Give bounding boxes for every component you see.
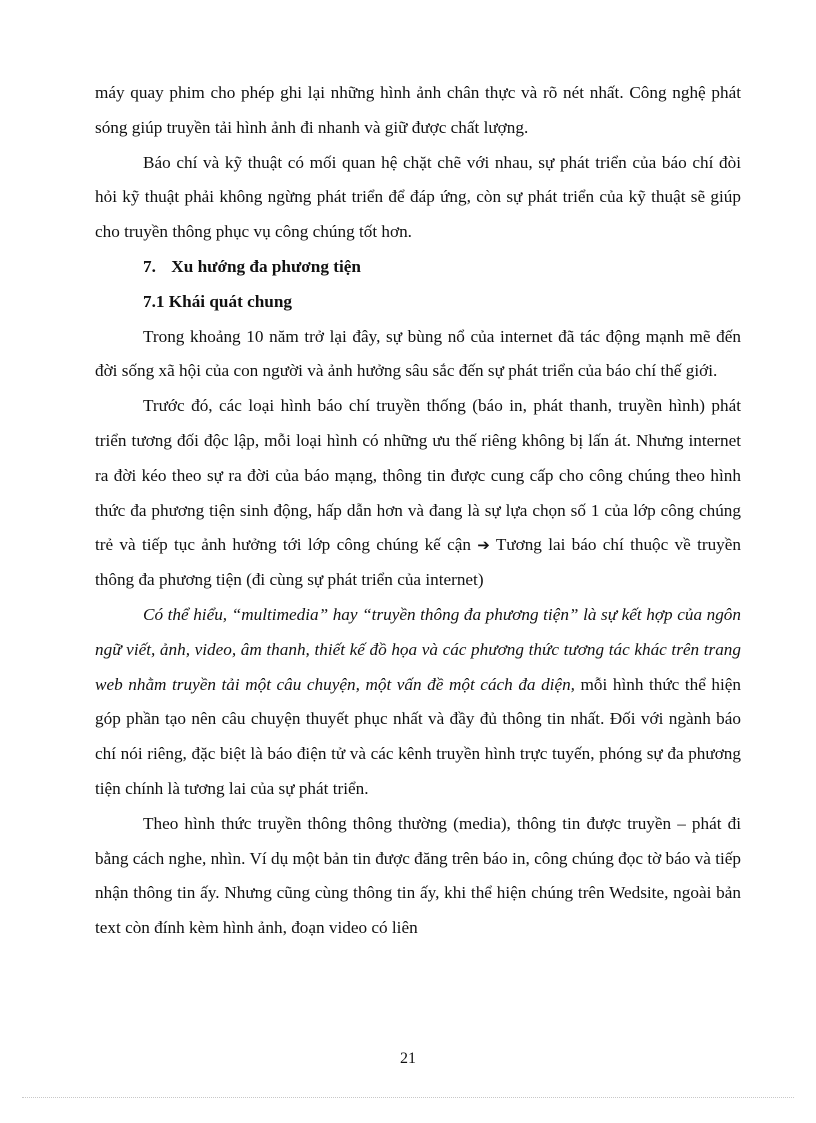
paragraph: Báo chí và kỹ thuật có mối quan hệ chặt chẽ với nhau, sự phát triển của báo chí đòi hỏi kỹ thuật phải không ngừng phát triển để đáp ứng, còn sự phát triển của kỹ thuật sẽ giúp cho truyền thông phục vụ công chúng tốt hơn. [95, 152, 741, 242]
section-title: Xu hướng đa phương tiện [171, 256, 361, 276]
subsection-number: 7.1 [143, 291, 165, 311]
paragraph-text: mỗi hình thức thể hiện góp phần tạo nên câu chuyện thuyết phục nhất và đầy đủ thông tin nhất. Đối với ngành báo chí nói riêng, đặc biệt là báo điện tử và các kênh truyền hình trực tuyến, phóng sự đa phương tiện chính là tương lai của sự phát triển. [95, 674, 742, 798]
paragraph [95, 389, 741, 598]
right-arrow-icon: ➔ [477, 536, 490, 555]
section-number: 7. [143, 256, 156, 276]
paragraph: máy quay phim cho phép ghi lại những hình ảnh chân thực và rõ nét nhất. Công nghệ phát sóng giúp truyền tải hình ảnh đi nhanh và giữ được chất lượng. [95, 83, 741, 137]
paragraph [95, 598, 741, 807]
italic-definition: Có thể hiểu, “multimedia” hay “truyền thông đa phương tiện” là sự kết hợp của ngôn ngữ viết, ảnh, video, âm thanh, thiết kế đồ họa và các phương thức tương tác khác trên trang web nhằm truyền tải một câu chuyện, một vấn đề một cách đa diện, [95, 604, 741, 694]
paragraph-text: Tương lai báo chí thuộc về truyền thông đa phương tiện (đi cùng sự phát triển của internet) [95, 535, 741, 590]
paragraph: Theo hình thức truyền thông thông thường (media), thông tin được truyền – phát đi bằng cách nghe, nhìn. Ví dụ một bản tin được đăng trên báo in, công chúng đọc tờ báo và tiếp nhận thông tin ấy. Nhưng cũng cùng thông tin ấy, khi thể hiện chúng trên Wedsite, ngoài bản text còn đính kèm hình ảnh, đoạn video có liên [95, 813, 741, 938]
subsection-title: Khái quát chung [168, 291, 293, 311]
paragraph: Trong khoảng 10 năm trở lại đây, sự bùng nổ của internet đã tác động mạnh mẽ đến đời sống xã hội của con người và ảnh hưởng sâu sắc đến sự phát triển của báo chí thế giới. [95, 326, 741, 381]
page-number: 21 [400, 1050, 416, 1067]
footer-divider [22, 1097, 794, 1098]
section-heading [95, 250, 741, 285]
subsection-heading [95, 285, 741, 320]
paragraph-text: Trước đó, các loại hình báo chí truyền thống (báo in, phát thanh, truyền hình) phát triển tương đối độc lập, mỗi loại hình có những ưu thế riêng không bị lấn át. Nhưng internet ra đời kéo theo sự ra đời của báo mạng, thông tin được cung cấp cho công chúng theo hình thức đa phương tiện sinh động, hấp dẫn hơn và đang là sự lựa chọn số 1 của lớp công chúng trẻ và tiếp tục ảnh hưởng tới lớp công chúng kế cận [95, 396, 741, 555]
document-body [95, 76, 741, 946]
